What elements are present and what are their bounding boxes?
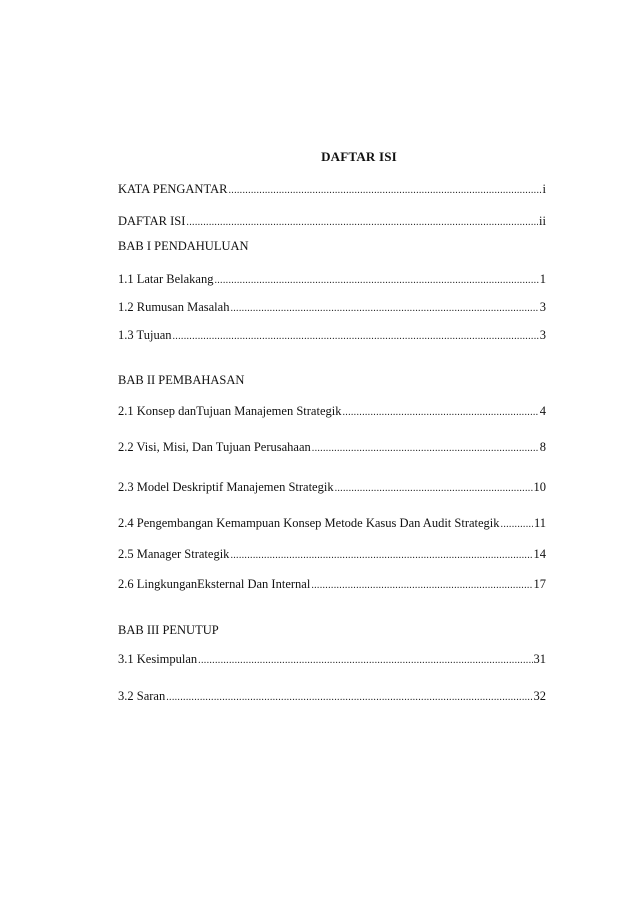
dot-leader [186, 215, 538, 231]
toc-entry-label: 2.1 Konsep danTujuan Manajemen Strategik [118, 404, 342, 418]
dot-leader [311, 578, 532, 594]
dot-leader [342, 405, 538, 421]
dot-leader [166, 690, 532, 706]
dot-leader [312, 441, 539, 457]
toc-entry-2-6[interactable] [118, 576, 546, 592]
dot-leader [214, 273, 538, 289]
toc-entry-daftar-isi[interactable] [118, 213, 546, 229]
toc-entry-label: 3.1 Kesimpulan [118, 652, 198, 666]
toc-entry-label: 1.1 Latar Belakang [118, 272, 214, 286]
toc-entry-label: KATA PENGANTAR [118, 182, 228, 196]
dot-leader [228, 183, 541, 199]
toc-entry-page: ii [539, 214, 546, 228]
toc-entry-label: 1.3 Tujuan [118, 328, 172, 342]
toc-entry-page: 8 [539, 440, 546, 454]
toc-entry-1-2[interactable] [118, 299, 546, 315]
toc-entry-2-1[interactable] [118, 403, 546, 419]
dot-leader [173, 329, 539, 345]
toc-entry-label: 1.2 Rumusan Masalah [118, 300, 230, 314]
toc-entry-page: 4 [539, 404, 546, 418]
toc-entry-2-2[interactable] [118, 439, 546, 455]
toc-entry-3-2[interactable] [118, 688, 546, 704]
toc-entry-1-3[interactable] [118, 327, 546, 343]
toc-entry-label: 2.6 LingkunganEksternal Dan Internal [118, 577, 311, 591]
dot-leader [501, 517, 533, 533]
toc-entry-page: 32 [533, 689, 546, 703]
toc-entry-3-1[interactable] [118, 651, 546, 667]
toc-entry-page: 14 [533, 547, 546, 561]
toc-entry-page: 31 [533, 652, 546, 666]
chapter-heading-bab-2: BAB II PEMBAHASAN [118, 373, 245, 387]
dot-leader [230, 301, 538, 317]
toc-entry-label: 2.3 Model Deskriptif Manajemen Strategik [118, 480, 334, 494]
toc-entry-2-5[interactable] [118, 546, 546, 562]
toc-entry-page: 1 [539, 272, 546, 286]
dot-leader [198, 653, 532, 669]
toc-entry-page: 17 [533, 577, 546, 591]
toc-entry-page: 10 [533, 480, 546, 494]
toc-entry-label: 3.2 Saran [118, 689, 166, 703]
toc-entry-1-1[interactable] [118, 271, 546, 287]
toc-entry-2-4[interactable] [118, 515, 546, 531]
toc-entry-page: 3 [539, 300, 546, 314]
toc-entry-kata-pengantar[interactable] [118, 181, 546, 197]
toc-entry-2-3[interactable] [118, 479, 546, 495]
toc-entry-label: DAFTAR ISI [118, 214, 186, 228]
toc-entry-page: i [542, 182, 546, 196]
toc-entry-label: 2.2 Visi, Misi, Dan Tujuan Perusahaan [118, 440, 311, 454]
dot-leader [230, 548, 532, 564]
page-title: DAFTAR ISI [321, 149, 397, 164]
dot-leader [335, 481, 533, 497]
chapter-heading-bab-3: BAB III PENUTUP [118, 623, 219, 637]
toc-entry-label: 2.5 Manager Strategik [118, 547, 230, 561]
toc-entry-page: 3 [539, 328, 546, 342]
toc-entry-page: 11 [533, 516, 546, 530]
toc-entry-label: 2.4 Pengembangan Kemampuan Konsep Metode Kasus Dan Audit Strategik [118, 516, 500, 530]
chapter-heading-bab-1: BAB I PENDAHULUAN [118, 239, 249, 253]
